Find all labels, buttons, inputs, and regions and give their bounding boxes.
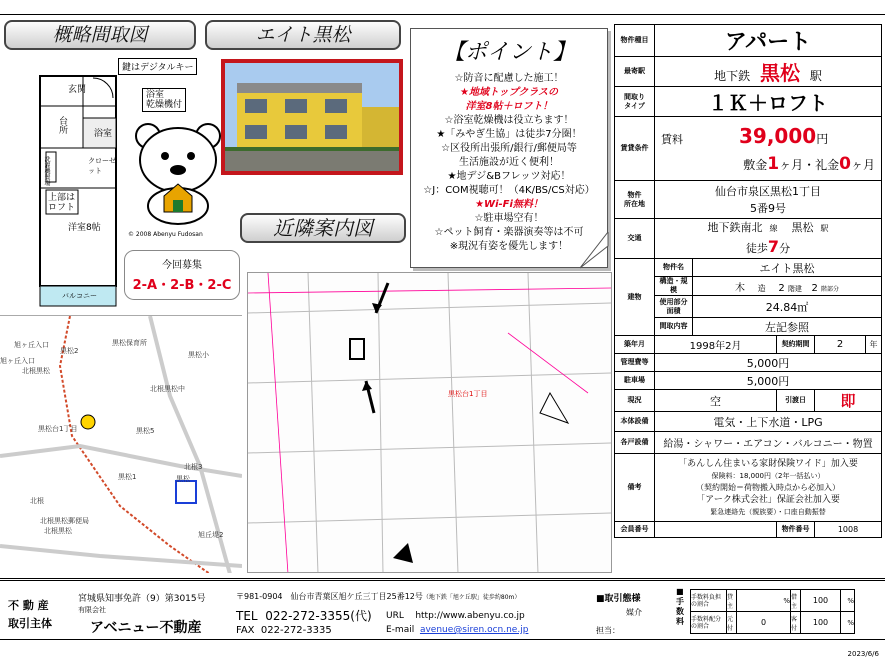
map-label: 旭丘堤2 xyxy=(198,531,224,539)
structure xyxy=(693,277,882,296)
built-label: 築年月 xyxy=(615,336,655,354)
remark-line: 「アーク株式会社」保証会社加入要 xyxy=(696,494,840,505)
layout: １Ｋ＋ロフト xyxy=(655,87,882,117)
company-name: アベニュー不動産 xyxy=(90,620,202,636)
fee-label: ■手数料 xyxy=(676,587,684,626)
point-line: ☆駐車場空有！ xyxy=(474,213,544,224)
key-note: 鍵はデジタルキー xyxy=(118,58,197,75)
deposit-mid: ヶ月・礼金 xyxy=(779,157,840,172)
line-word: 線 xyxy=(769,224,778,233)
parking-fee: 5,000円 xyxy=(655,372,882,390)
map-label: 黒松1 xyxy=(118,473,137,481)
floors: 2 xyxy=(778,282,785,294)
floor-area: 24.84㎡ xyxy=(693,296,882,318)
deposit-months: 1 xyxy=(767,153,780,174)
point-line: ★Wi-Fi無料！ xyxy=(475,199,543,210)
mascot-bear xyxy=(128,118,228,228)
email-label: E-mail xyxy=(386,625,415,635)
rent-conditions-label: 賃貸条件 xyxy=(615,117,655,181)
agent-pct-sign: % xyxy=(841,612,855,634)
status: 空 xyxy=(655,390,777,412)
point-line: ★地域トップクラスの xyxy=(459,87,559,98)
floor-word: 階部分 xyxy=(821,285,840,293)
structure-material: 木 xyxy=(734,282,745,294)
address xyxy=(655,181,882,219)
fee-ratio-label2: 手数料配分の割合 xyxy=(691,612,727,634)
name-label: 物件名 xyxy=(655,259,693,277)
map-label: 北根黒松 xyxy=(22,367,50,375)
walk-prefix: 徒歩 xyxy=(745,242,768,255)
area-map xyxy=(0,315,242,573)
parking-label: 駐車場 xyxy=(615,372,655,390)
line-name: 地下鉄南北 xyxy=(707,221,763,234)
building-photo xyxy=(221,59,403,175)
property-type: アパート xyxy=(655,25,882,57)
tel-number: 022-272-3355(代) xyxy=(265,609,372,623)
building-name: エイト黒松 xyxy=(693,259,882,277)
status-label: 現況 xyxy=(615,390,655,412)
neighborhood-map-drawing xyxy=(248,273,612,573)
room-label: 洋室8帖 xyxy=(68,223,101,233)
remarks xyxy=(655,454,882,522)
map-label: 旭ヶ丘入口 xyxy=(0,357,35,365)
building-name-banner: エイト黒松 xyxy=(205,20,401,50)
top-rule xyxy=(0,14,885,15)
rent-unit: 円 xyxy=(816,131,829,146)
point-line: ☆区役所出張所/銀行/郵便局等 xyxy=(441,143,577,154)
kitchen-label: 台所 xyxy=(57,116,67,134)
washer-label: 洗濯機置場 xyxy=(43,156,50,186)
map-label: 北根黒松郵便局 xyxy=(40,517,89,525)
bath-label: 浴室 xyxy=(94,129,113,139)
contract-years: 2 xyxy=(815,336,866,354)
key-money-months: 0 xyxy=(839,153,851,174)
point-line: ☆J：COM視聴可！（4K/BS/CS対応） xyxy=(423,185,595,196)
lender-pct: % xyxy=(737,590,791,612)
print-date: 2023/6/6 xyxy=(847,650,879,658)
station2-suffix: 駅 xyxy=(820,224,829,233)
map-label: 黒松保育所 xyxy=(112,339,147,347)
contract-unit: 年 xyxy=(866,336,882,354)
license: 宮城県知事免許（9）第3015号 xyxy=(78,594,206,604)
built-date: 1998年2月 xyxy=(655,336,777,354)
email-link[interactable]: avenue@siren.ocn.ne.jp xyxy=(419,625,529,635)
point-line: ☆浴室乾燥機は役立ちます！ xyxy=(444,115,574,126)
walk-suffix: 分 xyxy=(779,242,791,255)
tel-label: TEL xyxy=(236,609,258,623)
fee-ratio-label1: 手数料負担の割合 xyxy=(691,590,727,612)
point-line: 洋室8帖＋ロフト！ xyxy=(465,101,553,112)
company-prefix: 有限会社 xyxy=(78,606,106,614)
borrower-label: 借主 xyxy=(791,590,801,612)
loft-label: 上部は ロフト xyxy=(48,193,76,213)
map-label: 黒松 xyxy=(176,475,190,483)
point-line: ★地デジ&Bフレッツ対応！ xyxy=(447,171,571,182)
layout-label: 間取り タイプ xyxy=(615,87,655,117)
remark-line: 緊急連絡先（親族要）・口座自動振替 xyxy=(710,507,826,516)
map-label: 北根黒松中 xyxy=(150,385,185,393)
origin-pct: 0 xyxy=(737,612,791,634)
facilities: 電気・上下水道・LPG xyxy=(655,412,882,432)
transport xyxy=(655,219,882,259)
trade-type-label: ■取引態様 xyxy=(596,594,641,604)
contract-label: 契約期間 xyxy=(777,336,815,354)
dealer-label: 不 動 産 xyxy=(8,599,49,612)
layout-detail-label: 間取内容 xyxy=(655,318,693,336)
address-label: 物件 所在地 xyxy=(615,181,655,219)
deposit-prefix: 敷金 xyxy=(743,157,768,172)
point-line: ☆防音に配慮した施工！ xyxy=(454,73,564,84)
nearest-station xyxy=(655,57,882,87)
footer xyxy=(0,578,885,640)
station-label: 最寄駅 xyxy=(615,57,655,87)
remarks-label: 備考 xyxy=(615,454,655,522)
building-label: 建物 xyxy=(615,259,655,336)
url-label: URL xyxy=(386,611,404,621)
property-number: 1008 xyxy=(815,522,882,538)
mgmt-label: 管理費等 xyxy=(615,354,655,372)
apartment-photo-icon xyxy=(225,63,399,171)
bath-dryer-note: 浴室 乾燥機付 xyxy=(142,88,186,112)
walk-minutes: 7 xyxy=(767,237,780,256)
property-no-label: 物件番号 xyxy=(777,522,815,538)
url[interactable] xyxy=(386,611,525,621)
origin-label: 元付 xyxy=(727,612,737,634)
station-suffix: 駅 xyxy=(809,69,822,83)
fax-number: 022-272-3335 xyxy=(260,625,332,636)
remark-line: 「あんしん住まいる家財保険ワイド」加入要 xyxy=(678,458,858,469)
agent-label: 客付 xyxy=(791,612,801,634)
map-label: 黒松5 xyxy=(136,427,155,435)
access-note: （地下鉄「旭ケ丘駅」徒歩約80m） xyxy=(422,594,521,601)
mgmt-fee: 5,000円 xyxy=(655,354,882,372)
map-label: 北根 xyxy=(30,497,44,505)
station2: 黒松 xyxy=(791,221,814,234)
recruiting-box xyxy=(124,250,240,300)
floors-word: 階建 xyxy=(787,284,802,293)
facilities-label: 本体設備 xyxy=(615,412,655,432)
address-line1: 仙台市泉区黒松1丁目 xyxy=(715,184,821,198)
equipment-label: 各戸設備 xyxy=(615,432,655,454)
agent-pct: 100 xyxy=(801,612,841,634)
floor-plan xyxy=(38,58,120,308)
rent-conditions xyxy=(655,117,882,181)
map-label: 旭ヶ丘入口 xyxy=(14,341,49,349)
handover: 即 xyxy=(815,390,882,412)
entrance-label: 玄関 xyxy=(68,85,87,95)
email[interactable] xyxy=(386,625,528,635)
points-box xyxy=(410,28,608,268)
map-label: 北根3 xyxy=(184,463,203,471)
url-link[interactable]: http://www.abenyu.co.jp xyxy=(415,611,525,621)
handover-label: 引渡日 xyxy=(777,390,815,412)
balcony-label: バルコニー xyxy=(62,292,97,300)
type-label: 物件種目 xyxy=(615,25,655,57)
fee-table xyxy=(690,589,855,634)
borrower-pct: 100 xyxy=(801,590,841,612)
key-money-suffix: ヶ月 xyxy=(850,157,875,172)
recruiting-units: 2-A・2-B・2-C xyxy=(132,278,232,293)
floorplan-banner: 概略間取図 xyxy=(4,20,196,50)
address-text: 〒981-0904 仙台市青葉区旭ケ丘三丁目25番12号 xyxy=(236,592,423,601)
point-line: ※現況有姿を優先します！ xyxy=(449,241,569,252)
speech-tail-icon xyxy=(580,232,610,272)
points-list xyxy=(411,72,607,254)
dealer-label2: 取引主体 xyxy=(8,617,52,630)
broker-label: 媒介 xyxy=(626,608,642,617)
rent-amount: 39,000 xyxy=(739,123,817,148)
bear-icon xyxy=(128,118,228,228)
member-label: 会員番号 xyxy=(615,522,655,538)
recruiting-title: 今回募集 xyxy=(162,260,202,271)
fax-label: FAX xyxy=(236,625,255,636)
station-name: 黒松 xyxy=(760,61,800,85)
neighborhood-map-label: 黒松台1丁目 xyxy=(448,390,488,398)
lender-label: 貸主 xyxy=(727,590,737,612)
point-line: ☆ペット飼育・楽器演奏等は不可 xyxy=(434,227,584,238)
transport-label: 交通 xyxy=(615,219,655,259)
map-label: 黒松台1丁目 xyxy=(38,425,78,433)
remark-line: 保険料：18,000円（2年一括払い） xyxy=(711,471,825,480)
equipment: 給湯・シャワー・エアコン・バルコニー・物置 xyxy=(655,432,882,454)
floor: 2 xyxy=(811,282,818,294)
postal-address xyxy=(236,591,520,602)
staff-label: 担当： xyxy=(596,626,620,635)
area-label: 使用部分 面積 xyxy=(655,296,693,318)
fax xyxy=(236,625,332,636)
structure-label: 構造・規模 xyxy=(655,277,693,296)
map-label: 北根黒松 xyxy=(44,527,72,535)
member-number xyxy=(655,522,777,538)
points-title: 【ポイント】 xyxy=(442,40,575,65)
remark-line: （契約開始＝荷物搬入時点から必加入） xyxy=(696,482,840,492)
closet-label: クローゼット xyxy=(88,157,116,175)
structure-word: 造 xyxy=(757,283,766,293)
rent-label: 賃料 xyxy=(661,132,683,146)
point-line: ★「みやぎ生協」は徒歩7分圏！ xyxy=(436,129,582,140)
mascot-credit: © 2008 Abenyu Fudosan xyxy=(128,231,203,238)
layout-detail: 左記参照 xyxy=(693,318,882,336)
neighborhood-map xyxy=(247,272,612,573)
point-line: 生活施設が近く便利！ xyxy=(459,157,559,168)
map-label: 黒松2 xyxy=(60,347,79,355)
tel xyxy=(236,607,372,624)
address-line2: 5番9号 xyxy=(750,201,786,215)
borrower-pct-sign: % xyxy=(841,590,855,612)
map-banner: 近隣案内図 xyxy=(240,213,406,243)
map-label: 黒松小 xyxy=(188,351,209,359)
property-info-table xyxy=(614,24,882,538)
station-prefix: 地下鉄 xyxy=(714,69,751,83)
